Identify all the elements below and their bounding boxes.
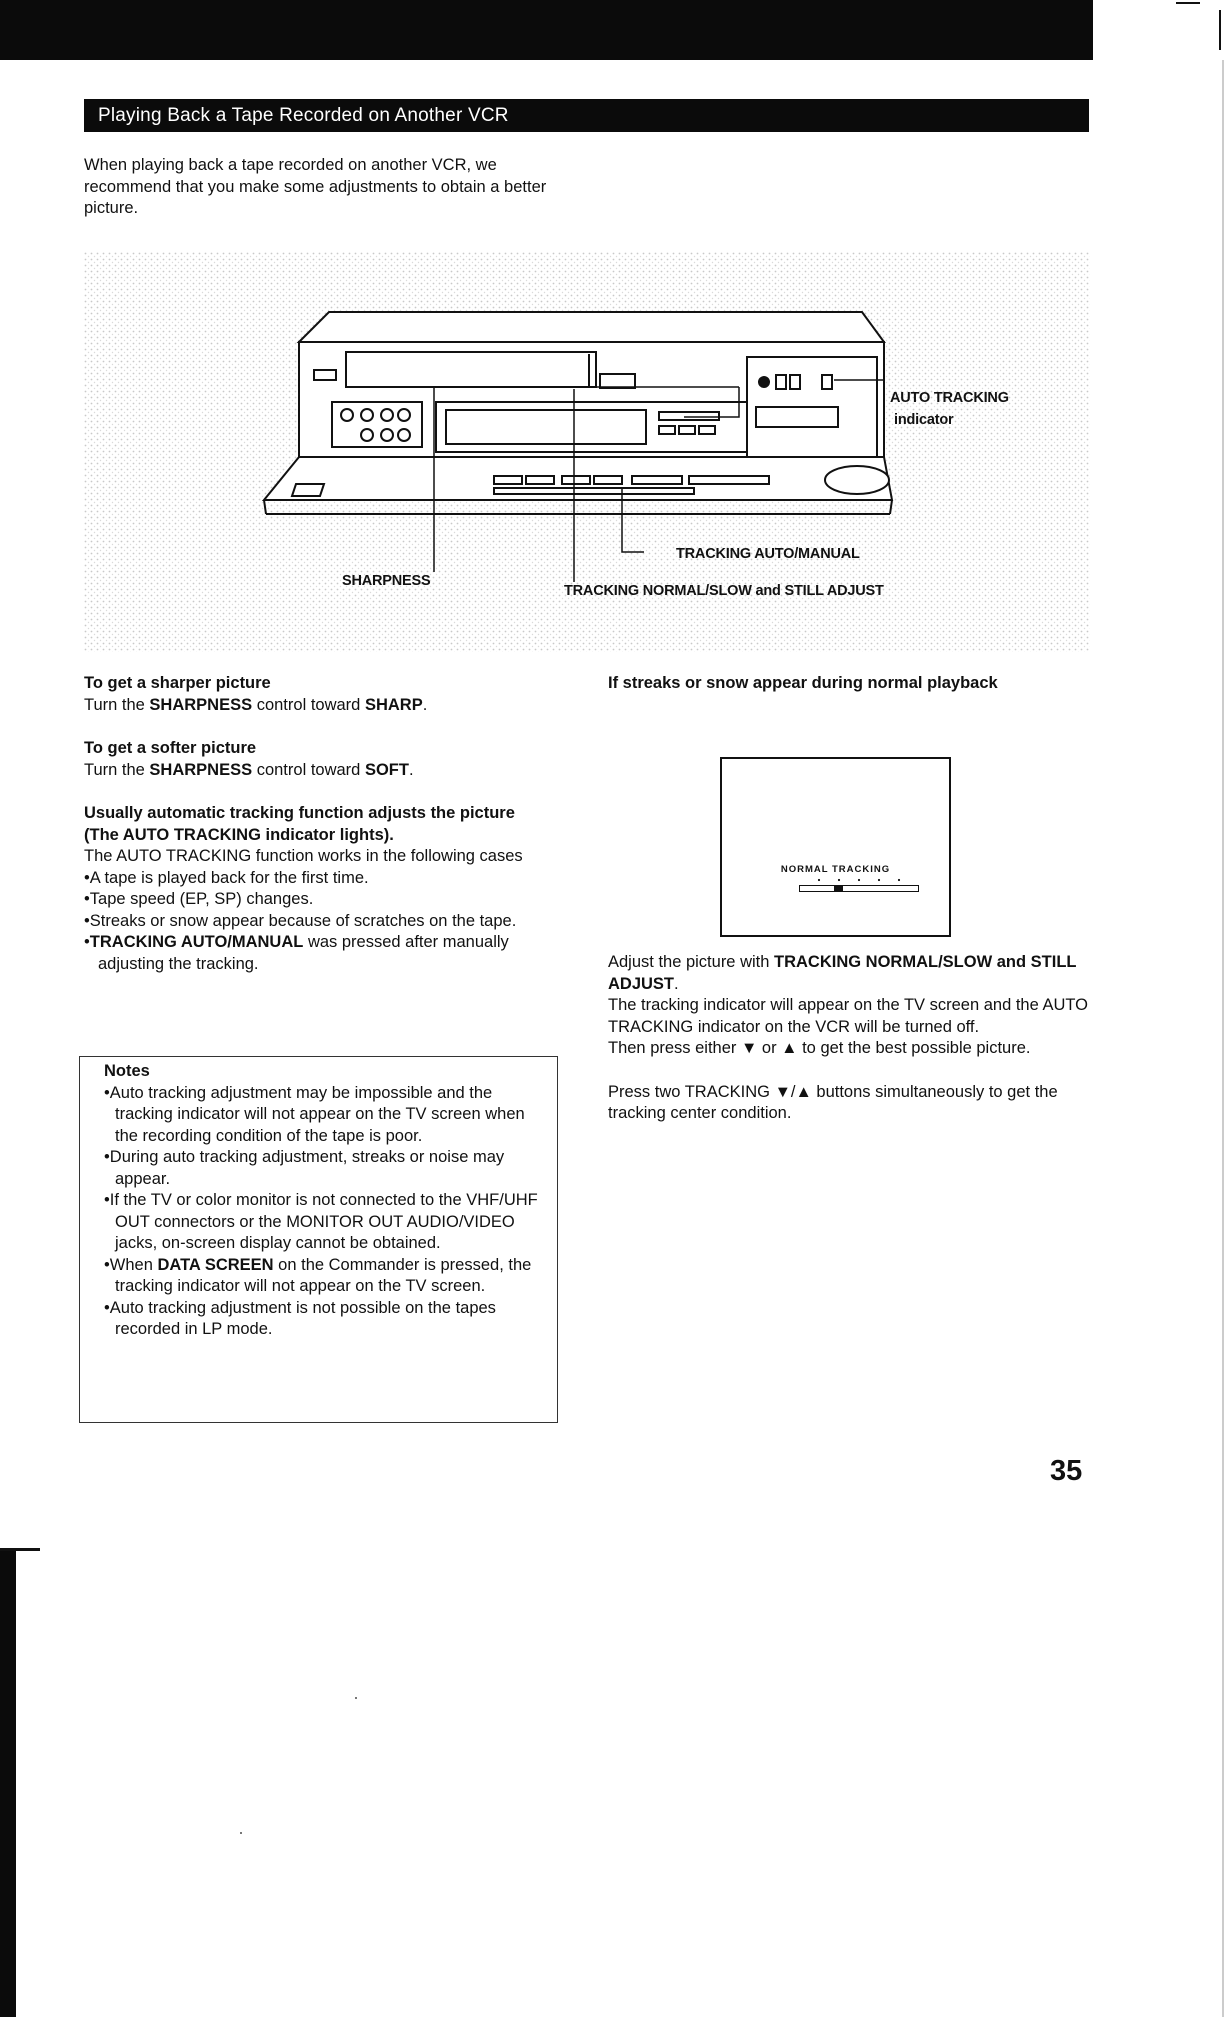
scan-edge [0, 1548, 16, 2017]
note-item: • Auto tracking adjustment is not possible on the tapes recorded in LP mode. [104, 1298, 547, 1341]
note-item: • During auto tracking adjustment, streaks or noise may appear. [104, 1147, 547, 1190]
callout-tracking-auto-manual: TRACKING AUTO/MANUAL [676, 546, 860, 562]
tv-screen-illustration [720, 757, 951, 937]
sharper-heading: To get a sharper picture [84, 674, 271, 692]
crop-mark [0, 1548, 40, 1551]
press-instruction: Then press either ▼ or ▲ to get the best possible picture. [608, 1039, 1031, 1057]
intro-paragraph: When playing back a tape recorded on another VCR, we recommend that you make some adjustments to obtain a better picture. [84, 156, 547, 217]
scan-speck [240, 1832, 242, 1834]
right-column [608, 673, 1090, 695]
notes-box [79, 1056, 558, 1423]
list-item: • Tape speed (EP, SP) changes. [84, 889, 554, 911]
tracking-cursor [834, 885, 843, 892]
callout-auto-tracking: AUTO TRACKING [890, 390, 1009, 406]
tracking-arrows-icon: ▼/▲ [774, 1082, 812, 1101]
note-item: • Auto tracking adjustment may be impossible and the tracking indicator will not appear on the TV screen when the recording condition of the tape is poor. [104, 1083, 547, 1148]
tracking-scale-dots [799, 878, 919, 882]
page-number: 35 [1050, 1455, 1083, 1487]
vcr-illustration [84, 252, 1090, 652]
callout-tracking-normal-slow: TRACKING NORMAL/SLOW and STILL ADJUST [564, 583, 884, 599]
center-instruction: Press two TRACKING ▼/▲ buttons simultaneously to get the tracking center condition. [608, 1082, 1058, 1122]
section-heading: Playing Back a Tape Recorded on Another VCR [84, 99, 1089, 132]
note-item: • When DATA SCREEN on the Commander is pressed, the tracking indicator will not appear on the TV screen. [104, 1255, 547, 1298]
softer-heading: To get a softer picture [84, 739, 257, 757]
notes-title: Notes [104, 1062, 150, 1080]
top-black-band [0, 0, 1093, 60]
streaks-heading: If streaks or snow appear during normal playback [608, 674, 998, 692]
auto-tracking-heading: Usually automatic tracking function adjusts the picture [84, 804, 515, 822]
callout-sharpness: SHARPNESS [342, 573, 431, 589]
tracking-bar [799, 885, 919, 892]
crop-mark [1219, 10, 1221, 50]
right-column-body [608, 952, 1090, 1125]
up-arrow-icon: ▲ [781, 1039, 798, 1057]
left-column [84, 673, 554, 975]
auto-tracking-body: The AUTO TRACKING function works in the following cases [84, 847, 523, 865]
tv-tracking-label: NORMAL TRACKING [780, 864, 891, 875]
auto-tracking-subheading: (The AUTO TRACKING indicator lights). [84, 825, 394, 844]
sharper-instruction: Turn the SHARPNESS control toward SHARP. [84, 695, 428, 714]
down-arrow-icon: ▼ [740, 1039, 758, 1057]
indicator-text: The tracking indicator will appear on the TV screen and the AUTO TRACKING indicator on the VCR will be turned off. [608, 996, 1088, 1036]
crop-mark [1176, 2, 1200, 4]
page-edge [1222, 60, 1224, 2017]
scan-speck [355, 1697, 357, 1699]
adjust-instruction: Adjust the picture with TRACKING NORMAL/SLOW and STILL ADJUST. [608, 953, 1077, 993]
list-item: • TRACKING AUTO/MANUAL was pressed after manually adjusting the tracking. [84, 932, 554, 975]
softer-instruction: Turn the SHARPNESS control toward SOFT. [84, 760, 414, 779]
list-item: • A tape is played back for the first time. [84, 868, 554, 890]
note-item: • If the TV or color monitor is not connected to the VHF/UHF OUT connectors or the MONITOR OUT AUDIO/VIDEO jacks, on-screen display cannot be obtained. [104, 1190, 547, 1255]
callout-auto-tracking-indicator: indicator [894, 412, 954, 428]
list-item: • Streaks or snow appear because of scratches on the tape. [84, 911, 554, 933]
